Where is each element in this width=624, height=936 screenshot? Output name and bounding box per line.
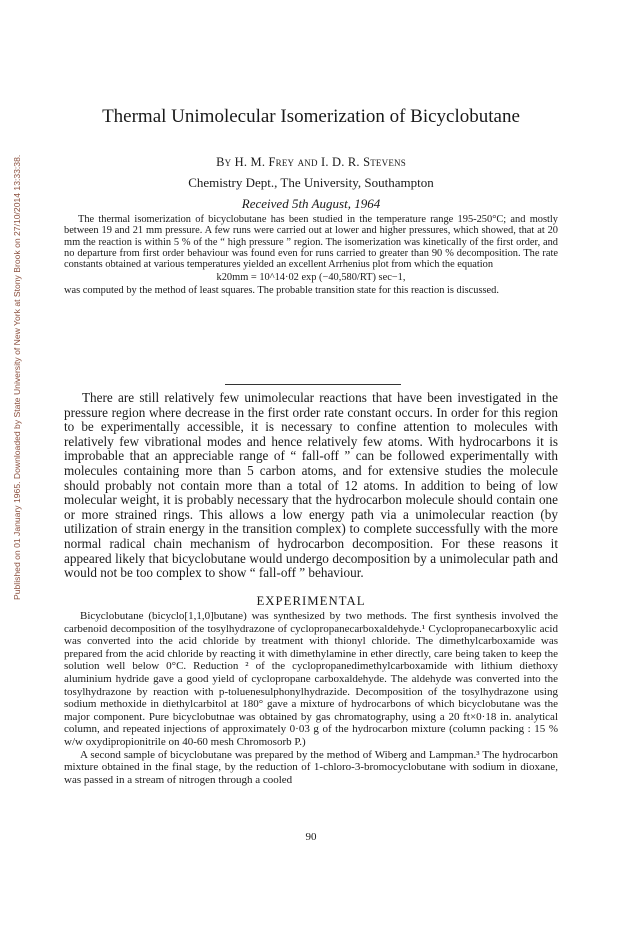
- author-and: and: [297, 155, 318, 169]
- article-title: Thermal Unimolecular Isomerization of Bicyclobutane: [102, 106, 520, 127]
- author-line: [64, 155, 558, 170]
- section-divider: [225, 384, 401, 385]
- received-text: Received 5th August, 1964: [241, 196, 381, 211]
- section-heading-experimental: EXPERIMENTAL: [256, 594, 366, 608]
- abstract: [64, 214, 558, 296]
- abstract-text: The thermal isomerization of bicyclobutane has been studied in the temperature range 195-250°C; and mostly between 19 and 21 mm pressure. A few runs were carried out at lower and higher pressures, which showed, that at 20 mm the reaction is within 5 % of the “ high pressure ” region. The isomerization was kinetically of the first order, and no departure from first order behaviour was found even for runs carried to greater than 90 % decomposition. The rate constants obtained at various temperatures yielded an excellent Arrhenius plot from which the equation: [64, 214, 558, 271]
- author-name-2: I. D. R. Stevens: [321, 155, 406, 169]
- introduction-paragraph: There are still relatively few unimolecular reactions that have been investigated in the pressure region where decrease in the first order rate constant occurs. In order for this region to be experimentally accessible, it is necessary to confine attention to molecules with relatively few vibrational modes and hence relatively few atoms. With hydrocarbons it is improbable that an appreciable range of “ fall-off ” can be followed experimentally with molecules containing more than 5 carbon atoms, and for extensive studies the molecule should probably not contain more than a total of 12 atoms. In addition to being of low molecular weight, it is probably necessary that the hydrocarbon molecule should contain one or more strained rings. This allows a low energy path via a unimolecular reaction (by utilization of strain energy in the transition complex) to complete successfully with the more normal radical chain mechanism of hydrocarbon decomposition. For these reasons it appeared likely that bicyclobutane would undergo decomposition by a unimolecular path and would not be too complex to show “ fall-off ” behaviour.: [64, 390, 558, 581]
- author-by: By: [216, 155, 232, 169]
- experimental-paragraph-2: A second sample of bicyclobutane was prepared by the method of Wiberg and Lampman.³ The hydrocarbon mixture obtained in the final stage, by the reduction of 1-chloro-3-bromocyclobutane with sodium in dioxane, was passed in a stream of nitrogen through a cooled: [64, 748, 558, 786]
- experimental-paragraph-1: Bicyclobutane (bicyclo[1,1,0]butane) was synthesized by two methods. The first synthesis involved the carbenoid decomposition of the tosylhydrazone of cyclopropanecarboxaldehyde.¹ Cyclopropanecarboxylic acid was converted into the acid chloride by treatment with thionyl chloride. The dimethylcarboxamide was prepared from the acid chloride by reacting it with dimethylamine in ether directly, care being taken to keep the solution well below 0°C. Reduction ² of the cyclopropanedimethylcarboxamide with lithium diethoxy aluminium hydride gave a good yield of cyclopropane carboxaldehyde. The aldehyde was converted into the tosylhydrazone by reaction with p-toluenesulphonylhydrazide. Decomposition of the tosylhydrazone using sodium methoxide in diethylcarbitol at 180° gave a mixture of hydrocarbons of which bicyclobutane was the major component. Pure bicyclobutnae was obtained by gas chromatography, using a 20 ft×0·18 in. analytical column, and repeated injections of approximately 0·03 g of the hydrocarbon mixture (column packing : 15 % w/w oxydipropionitrile on 40-60 mesh Chromosorb P.): [64, 610, 558, 748]
- affiliation: Chemistry Dept., The University, Southampton: [188, 175, 434, 190]
- page-number: 90: [305, 831, 317, 843]
- abstract-continuation: was computed by the method of least squares. The probable transition state for this reaction is discussed.: [64, 284, 499, 296]
- received-date: [64, 196, 558, 212]
- experimental-section: [64, 610, 558, 786]
- rate-equation: k20mm = 10^14·02 exp (−40,580/RT) sec−1,: [216, 272, 406, 284]
- download-notice-text: Published on 01 January 1965. Downloaded by State University of New York at Stony Brook on 27/10/2014 13:33:38.: [12, 154, 22, 600]
- author-name-1: H. M. Frey: [234, 155, 295, 169]
- download-notice: [0, 80, 20, 600]
